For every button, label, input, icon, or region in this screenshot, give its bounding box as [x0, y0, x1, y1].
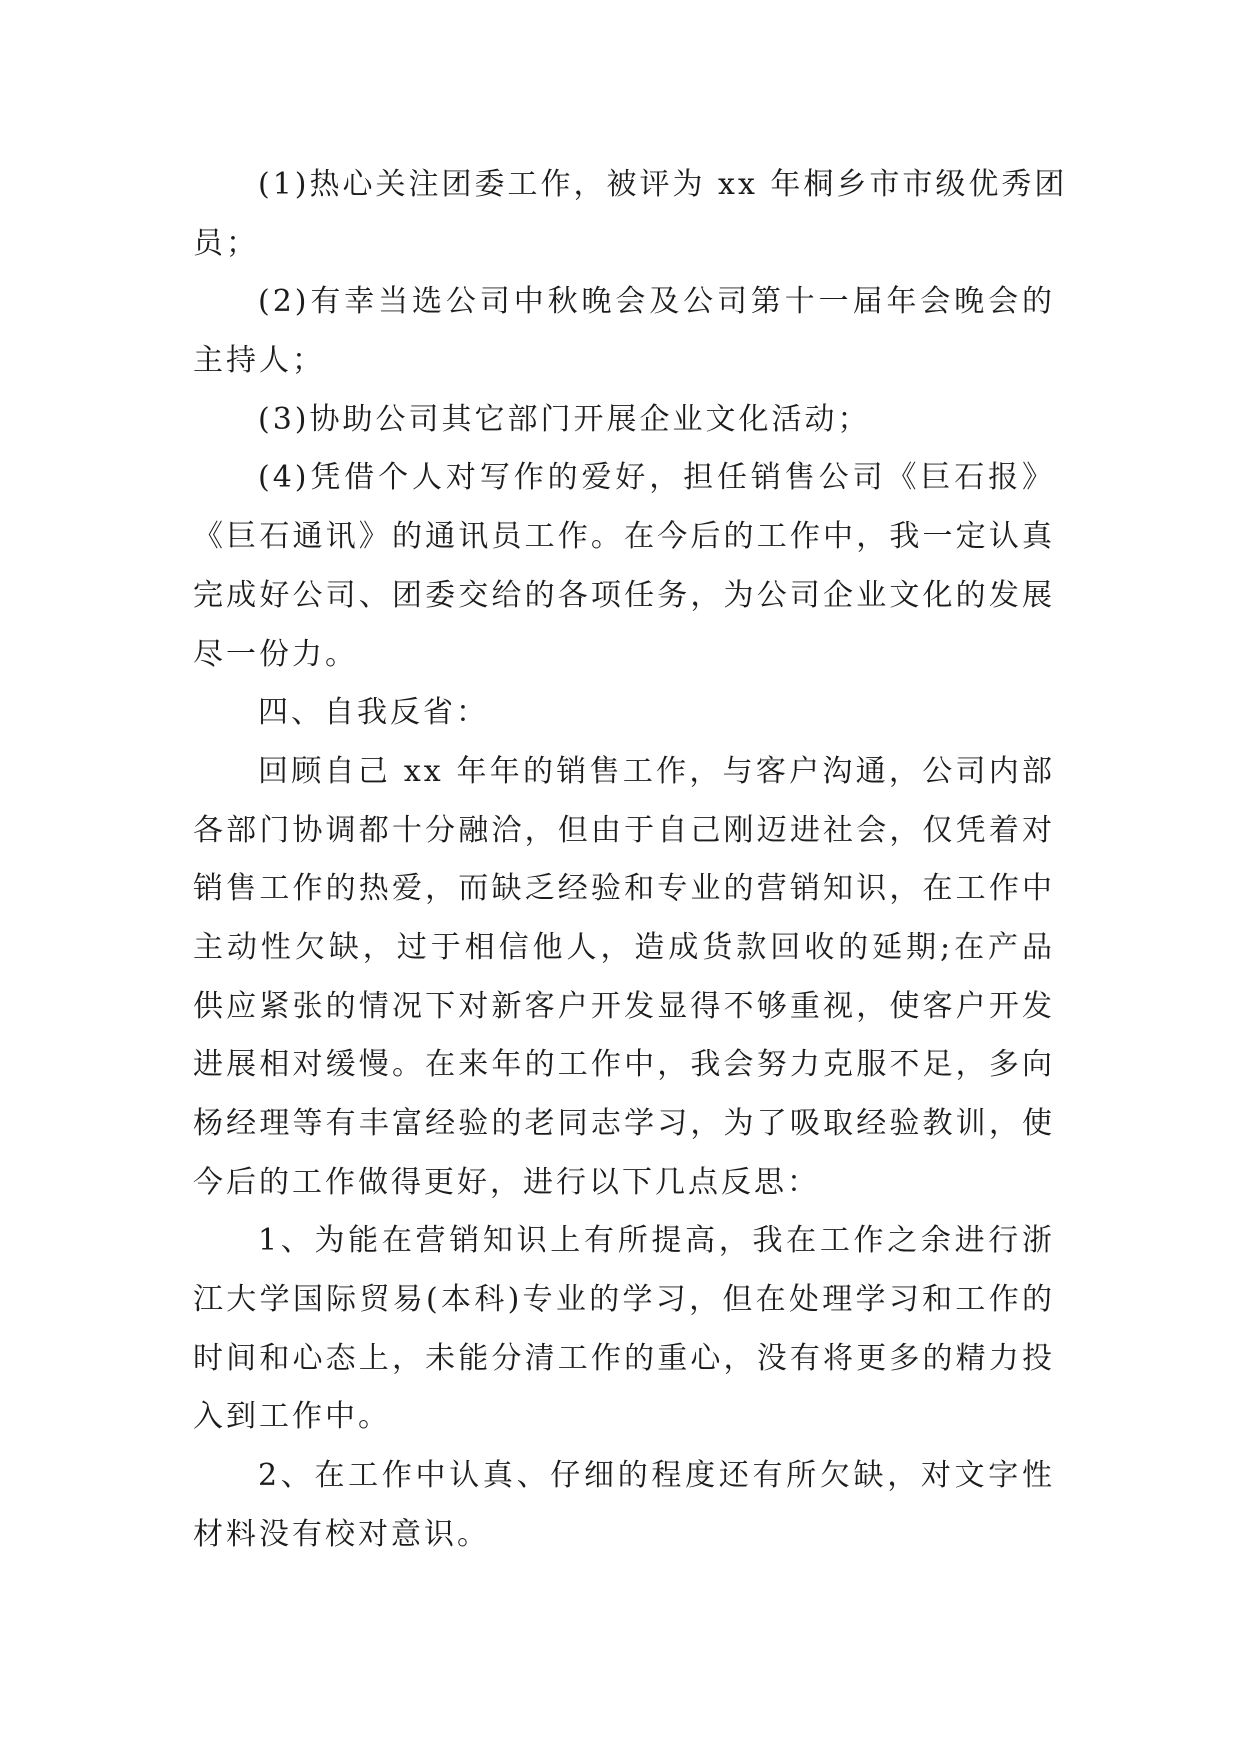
text-line: 员；: [193, 225, 259, 261]
text-line: 四、自我反省：: [258, 695, 489, 731]
text-line: (1)热心关注团委工作，被评为 xx 年桐乡市市级优秀团: [258, 167, 1068, 202]
paragraph-reflection-2: [193, 1447, 1055, 1564]
text-line: (3)协助公司其它部门开展企业文化活动；: [258, 401, 871, 437]
paragraph-item-4: [193, 449, 1055, 684]
text-line: 2、在工作中认真、仔细的程度还有所欠缺，对文字性: [258, 1458, 1055, 1494]
paragraph-review: [193, 743, 1055, 1213]
text-line: 杨经理等有丰富经验的老同志学习，为了吸取经验教训，使: [193, 1106, 1055, 1141]
paragraph-reflection-1: [193, 1212, 1055, 1447]
text-line: 今后的工作做得更好，进行以下几点反思：: [193, 1164, 820, 1200]
text-line: 江大学国际贸易(本科)专业的学习，但在处理学习和工作的: [193, 1282, 1055, 1318]
text-line: 进展相对缓慢。在来年的工作中，我会努力克服不足，多向: [193, 1047, 1055, 1083]
text-line: 销售工作的热爱，而缺乏经验和专业的营销知识，在工作中: [193, 871, 1055, 907]
text-line: (2)有幸当选公司中秋晚会及公司第十一届年会晚会的: [258, 284, 1055, 320]
text-line: 回顾自己 xx 年年的销售工作，与客户沟通，公司内部: [258, 753, 1055, 789]
text-line: 材料没有校对意识。: [193, 1516, 490, 1552]
text-line: 《巨石通讯》的通讯员工作。在今后的工作中，我一定认真: [193, 519, 1055, 555]
text-line: 尽一份力。: [193, 636, 358, 672]
text-line: (4)凭借个人对写作的爱好，担任销售公司《巨石报》: [258, 460, 1055, 496]
paragraph-item-3: [193, 391, 1055, 450]
text-line: 主持人；: [193, 343, 325, 379]
text-line: 供应紧张的情况下对新客户开发显得不够重视，使客户开发: [193, 988, 1055, 1024]
text-line: 时间和心态上，未能分清工作的重心，没有将更多的精力投: [193, 1340, 1055, 1376]
text-line: 主动性欠缺，过于相信他人，造成货款回收的延期;在产品: [193, 929, 1055, 965]
text-line: 1、为能在营销知识上有所提高，我在工作之余进行浙: [258, 1223, 1055, 1259]
document-body: [193, 156, 1068, 1565]
section-heading: [193, 684, 1055, 743]
text-line: 入到工作中。: [193, 1399, 391, 1435]
text-line: 各部门协调都十分融洽，但由于自己刚迈进社会，仅凭着对: [193, 812, 1055, 848]
paragraph-item-1: [193, 156, 1068, 273]
paragraph-item-2: [193, 273, 1055, 390]
text-line: 完成好公司、团委交给的各项任务，为公司企业文化的发展: [193, 577, 1055, 613]
